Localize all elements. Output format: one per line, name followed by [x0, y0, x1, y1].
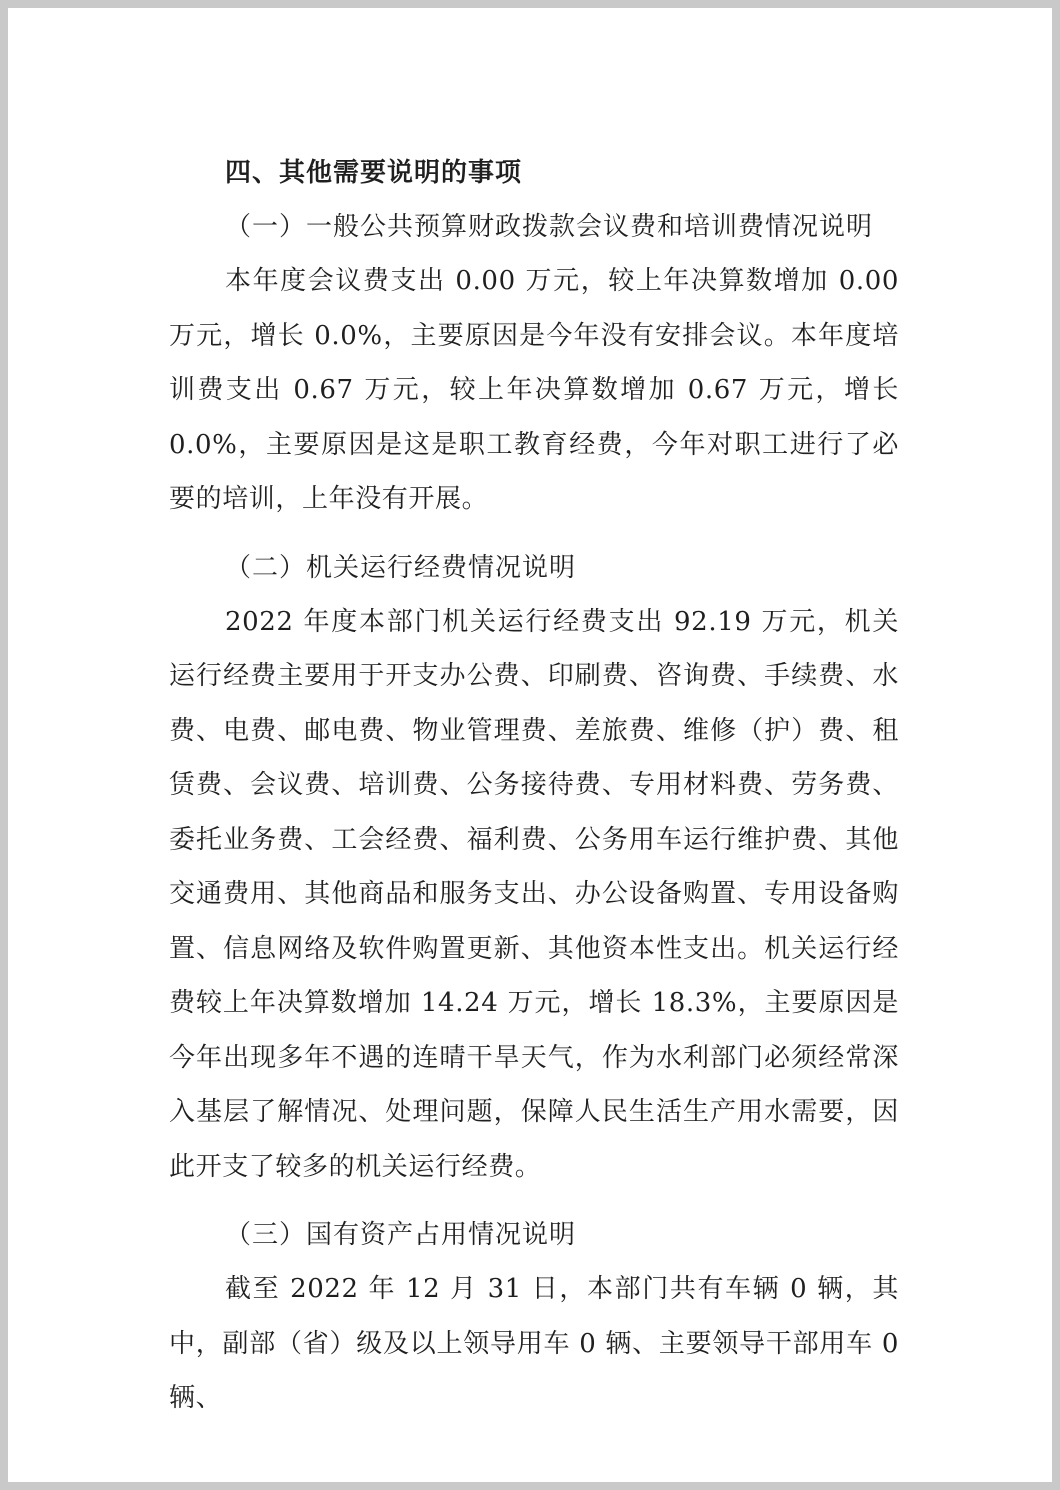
- paragraph-state-assets: 截至 2022 年 12 月 31 日，本部门共有车辆 0 辆，其中，副部（省）级及以上领导用车 0 辆、主要领导干部用车 0 辆、: [169, 1274, 899, 1413]
- paragraph-operating-expenses: 2022 年度本部门机关运行经费支出 92.19 万元，机关运行经费主要用于开支办公费、印刷费、咨询费、手续费、水费、电费、邮电费、物业管理费、差旅费、维修（护）费、租赁费、会议费、培训费、公务接待费、专用材料费、劳务费、委托业务费、工会经费、福利费、公务用车运行维护费、其他交通费用、其他商品和服务支出、办公设备购置、专用设备购置、信息网络及软件购置更新、其他资本性支出。机关运行经费较上年决算数增加 14.24 万元，增长 18.3%，主要原因是今年出现多年不遇的连晴干旱天气，作为水利部门必须经常深入基层了解情况、处理问题，保障人民生活生产用水需要，因此开支了较多的机关运行经费。: [169, 606, 899, 1182]
- subsection-title-state-assets: （三）国有资产占用情况说明: [225, 1220, 577, 1250]
- subsection-title-meeting-training: （一）一般公共预算财政拨款会议费和培训费情况说明: [225, 212, 874, 242]
- document-body: [169, 146, 899, 1426]
- section-title: 四、其他需要说明的事项: [225, 158, 523, 188]
- subsection-title-operating-expenses: （二）机关运行经费情况说明: [225, 552, 577, 583]
- paragraph-meeting-training: 本年度会议费支出 0.00 万元，较上年决算数增加 0.00 万元，增长 0.0%，主要原因是今年没有安排会议。本年度培训费支出 0.67 万元，较上年决算数增加 0.67 万元，增长 0.0%，主要原因是这是职工教育经费，今年对职工进行了必要的培训，上年没有开展。: [169, 266, 899, 514]
- document-page: [8, 8, 1052, 1482]
